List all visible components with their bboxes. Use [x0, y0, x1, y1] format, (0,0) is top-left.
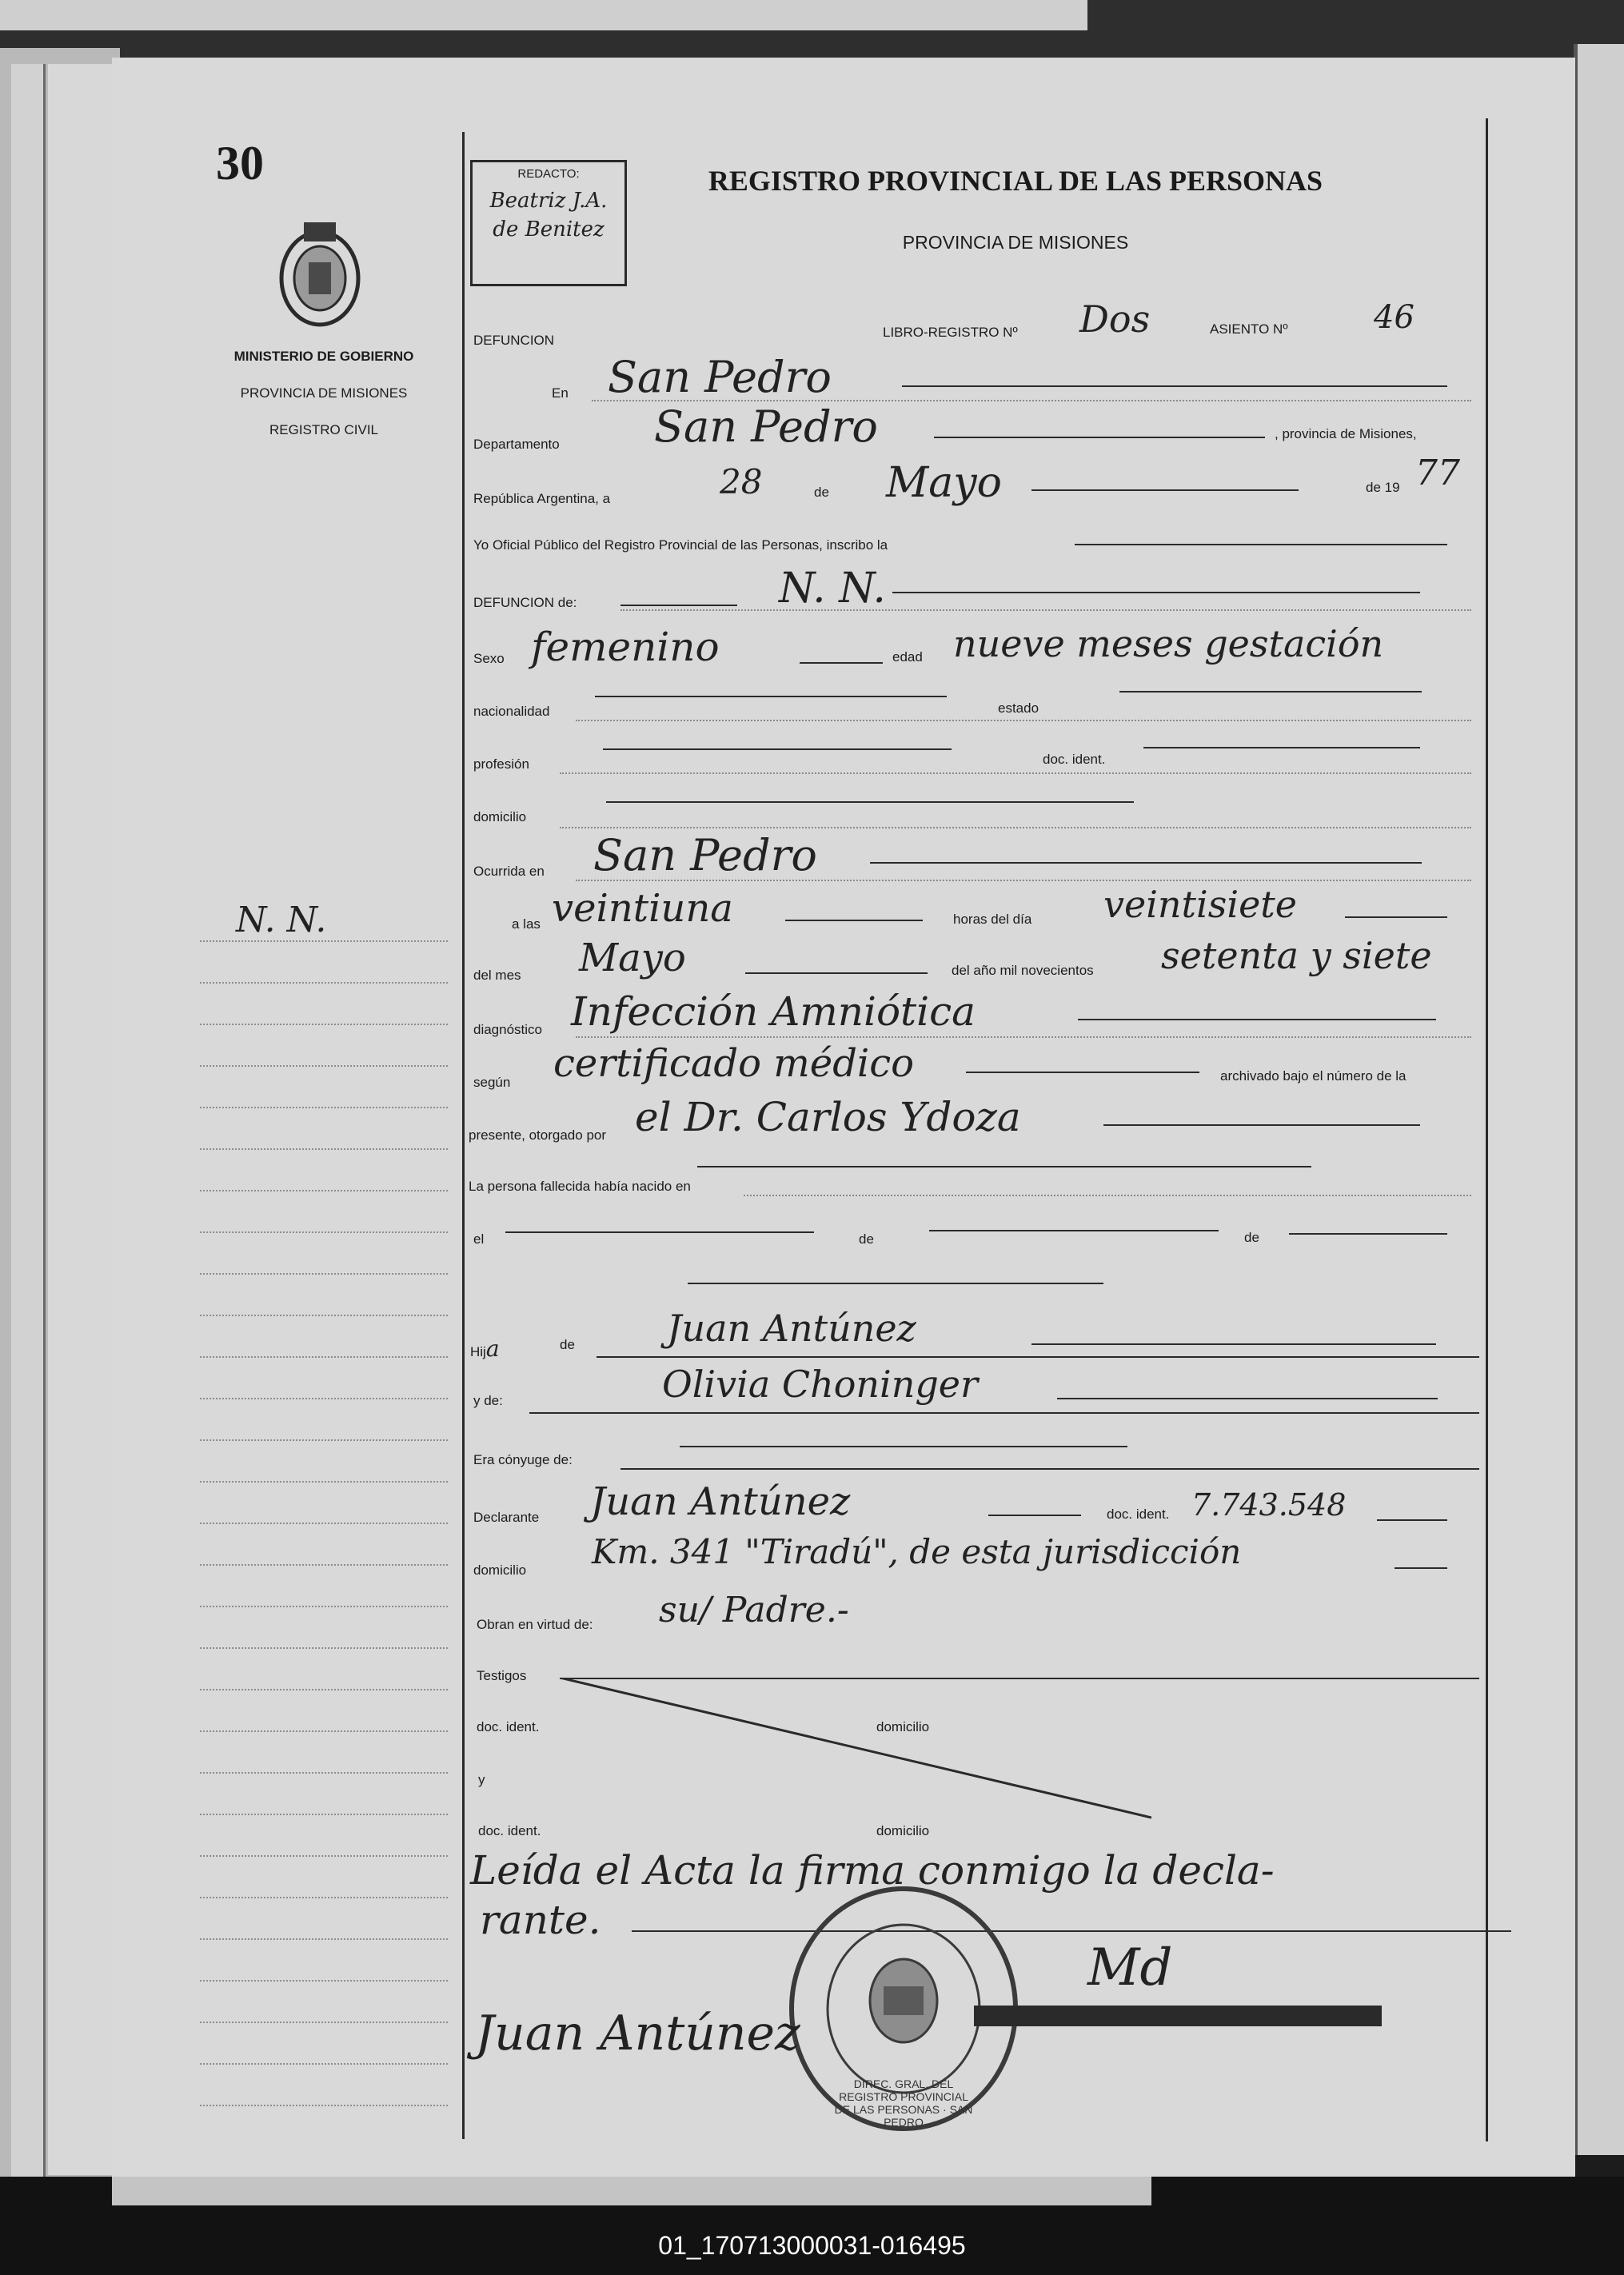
value-declarante-doc: 7.743.548: [1191, 1487, 1347, 1523]
label-doc-ident-declarante: doc. ident.: [1107, 1507, 1170, 1522]
value-diagnostico: Infección Amniótica: [571, 988, 976, 1035]
seal-text: DIREC. GRAL. DEL REGISTRO PROVINCIAL DE LAS PERSONAS · SAN PEDRO: [834, 2077, 973, 2129]
label-en: En: [552, 385, 569, 401]
margin-note: N. N.: [236, 900, 327, 940]
label-edad: edad: [892, 649, 923, 665]
value-dia: 28: [720, 462, 763, 501]
ministry-line3: REGISTRO CIVIL: [269, 422, 379, 437]
label-defuncion-de: DEFUNCION de:: [473, 595, 577, 610]
label-estado: estado: [998, 700, 1039, 716]
label-testigos: Testigos: [477, 1668, 527, 1683]
redacto-box: [470, 160, 627, 286]
page-edge: [48, 64, 114, 2175]
label-presente: presente, otorgado por: [469, 1128, 607, 1143]
label-nacionalidad: nacionalidad: [473, 704, 550, 719]
label-de-padre: de: [560, 1337, 575, 1352]
label-de-mes: de: [814, 485, 829, 500]
label-del-mes: del mes: [473, 968, 521, 983]
value-obran: su/ Padre.-: [659, 1590, 849, 1630]
ministry-line1: MINISTERIO DE GOBIERNO: [233, 349, 414, 364]
label-a-las: a las: [512, 916, 541, 932]
redacto-name: Beatriz J.A. de Benitez: [489, 189, 608, 241]
label-domicilio-testigo-1: domicilio: [876, 1719, 930, 1734]
value-departamento: San Pedro: [654, 401, 878, 452]
label-horas-dia: horas del día: [953, 912, 1032, 927]
closing-line-2: rante.: [480, 1897, 601, 1943]
page-edge: [11, 64, 46, 2183]
label-defuncion: DEFUNCION: [473, 333, 555, 348]
label-doc-ident-testigo-1: doc. ident.: [477, 1719, 540, 1734]
value-ocurrida-en: San Pedro: [593, 830, 817, 880]
value-mes: Mayo: [886, 459, 1002, 507]
label-domicilio-testigo-2: domicilio: [876, 1823, 930, 1838]
book-right-edge: [1574, 44, 1624, 2155]
label-obran: Obran en virtud de:: [477, 1617, 593, 1632]
label-doc-ident-testigo-2: doc. ident.: [478, 1823, 541, 1838]
label-declarante: Declarante: [473, 1510, 540, 1525]
label-de-nac-1: de: [859, 1231, 874, 1247]
value-anio-letras: setenta y siete: [1161, 934, 1432, 977]
value-segun: certificado médico: [553, 1041, 915, 1086]
label-conyuge: Era cónyuge de:: [473, 1452, 573, 1467]
label-del-ano: del año mil novecientos: [952, 963, 1094, 978]
form-left-border: [462, 132, 465, 2139]
value-anio: 77: [1415, 453, 1460, 493]
label-ocurrida-en: Ocurrida en: [473, 864, 545, 879]
coat-of-arms-icon: [272, 214, 368, 330]
value-dia-letras: veintisiete: [1103, 883, 1297, 926]
value-hij-suffix: a: [485, 1335, 500, 1362]
previous-page-strip: [0, 0, 1087, 30]
label-diagnostico: diagnóstico: [473, 1022, 543, 1037]
label-domicilio-1: domicilio: [473, 809, 527, 824]
label-el: el: [473, 1231, 485, 1247]
label-archivado: archivado bajo el número de la: [1220, 1068, 1407, 1084]
signature-declarante: Juan Antúnez: [475, 2006, 800, 2061]
label-departamento: Departamento: [473, 437, 560, 452]
label-profesion: profesión: [473, 756, 529, 772]
footer-filename: 01_170713000031-016495: [658, 2231, 966, 2260]
value-sexo: femenino: [531, 624, 720, 670]
label-de-19: de 19: [1366, 480, 1400, 495]
label-sexo: Sexo: [473, 651, 505, 666]
form-subtitle: PROVINCIA DE MISIONES: [902, 232, 1129, 253]
signature-official: Md: [1087, 1938, 1173, 1998]
label-provincia: , provincia de Misiones,: [1275, 426, 1417, 441]
label-y-de: y de:: [473, 1393, 503, 1408]
redaction-bar: [974, 2006, 1382, 2026]
value-fallecido: N. N.: [779, 565, 886, 613]
page-number: 30: [216, 137, 264, 190]
label-yo-oficial: Yo Oficial Público del Registro Provincial de las Personas, inscribo la: [473, 537, 888, 553]
label-libro: LIBRO-REGISTRO Nº: [883, 325, 1018, 340]
label-nacido-en: La persona fallecida había nacido en: [469, 1179, 691, 1194]
value-otorgado-por: el Dr. Carlos Ydoza: [635, 1094, 1021, 1140]
value-libro: Dos: [1079, 297, 1151, 341]
form-right-border: [1486, 118, 1488, 2141]
value-mes-letras: Mayo: [579, 936, 686, 980]
value-asiento: 46: [1374, 299, 1415, 336]
value-hora: veintiuna: [552, 886, 733, 931]
label-y: y: [478, 1772, 485, 1787]
label-de-nac-2: de: [1244, 1230, 1259, 1245]
label-domicilio-declarante: domicilio: [473, 1563, 527, 1578]
label-asiento: ASIENTO Nº: [1210, 321, 1288, 337]
value-madre: Olivia Choninger: [662, 1363, 979, 1406]
ministry-line2: PROVINCIA DE MISIONES: [240, 385, 408, 401]
value-lugar: San Pedro: [608, 352, 832, 402]
label-segun: según: [473, 1075, 511, 1090]
label-republica: República Argentina, a: [473, 491, 611, 506]
cancel-stroke: [560, 1678, 1151, 1822]
value-declarante: Juan Antúnez: [590, 1479, 851, 1524]
form-title: REGISTRO PROVINCIAL DE LAS PERSONAS: [708, 165, 1323, 197]
label-hij: Hija: [470, 1335, 500, 1362]
closing-line-1: Leída el Acta la firma conmigo la decla-: [470, 1847, 1275, 1894]
page-bottom-edge: [112, 2177, 1151, 2205]
label-doc-ident-1: doc. ident.: [1043, 752, 1106, 767]
value-padre: Juan Antúnez: [667, 1307, 916, 1350]
redacto-label: REDACTO:: [517, 167, 580, 181]
value-declarante-domicilio: Km. 341 "Tiradú", de esta jurisdicción: [592, 1532, 1242, 1571]
value-edad: nueve meses gestación: [953, 622, 1384, 665]
